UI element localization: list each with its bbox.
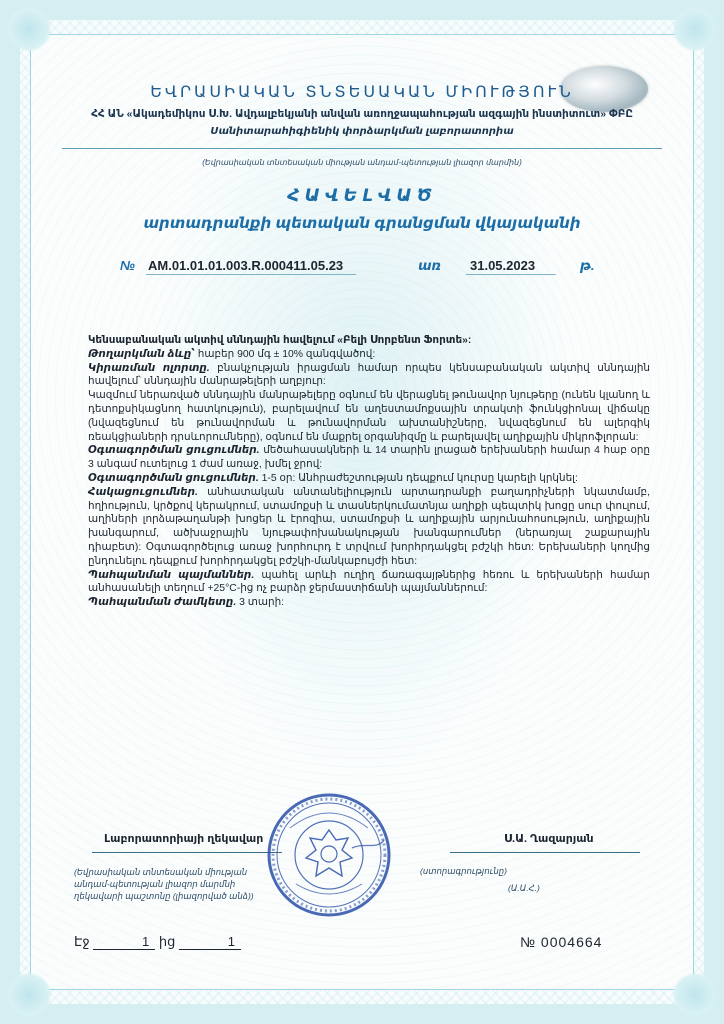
corner-ornament <box>672 972 718 1018</box>
storage-text: պահել արևի ուղիղ ճառագայթներից հեռու և երեխաների համար անհասանելի տեղում +25°C-ից ոչ բարձր ջերմաստիճանի պայմաններում: <box>88 569 650 595</box>
authority-note: (Եվրասիական տնտեսական միության անդամ-պետության լիազոր մարմին) <box>202 158 522 167</box>
certificate-body <box>88 334 650 610</box>
year-suffix: թ. <box>580 258 595 273</box>
laboratory-head-title: Լաբորատորիայի ղեկավար <box>104 833 264 845</box>
position-note: (Եվրասիական տնտեսական միության անդամ-պետության լիազոր մարմնի ղեկավարի պաշտոնը (լիազորված անձ)) <box>74 867 254 901</box>
corner-ornament <box>672 6 718 52</box>
usage-duration-text: 1-5 օր: Անհրաժեշտության դեպքում կուրսը կարելի կրկնել: <box>261 472 578 484</box>
document-subtitle: արտադրանքի պետական գրանցման վկայականի <box>143 215 581 232</box>
product-name: Կենսաբանական ակտիվ սննդային հավելում «Բելի Սորբենտ Ֆորտե»: <box>88 335 472 346</box>
serial-label: № <box>520 934 537 950</box>
application-label: Կիրառման ոլորտը. <box>88 362 210 374</box>
number-label: № <box>120 258 135 273</box>
corner-ornament <box>6 972 52 1018</box>
of-label: ից <box>158 934 176 949</box>
certificate-number: AM.01.01.01.003.R.000411.05.23 <box>148 258 344 273</box>
release-form-label: Թողարկման ձևը՝ <box>88 348 195 360</box>
union-title: ԵՎՐԱՍԻԱԿԱՆ ՏՆՏԵՍԱԿԱՆ ՄԻՈՒԹՅՈՒՆ <box>150 84 574 101</box>
page-total: 1 <box>179 934 241 950</box>
official-stamp <box>266 792 392 918</box>
header-divider <box>62 148 662 149</box>
contraindications-text: անհատական անտանելիություն արտադրանքի բաղադրիչների նկատմամբ, հղիություն, կրծքով կերակրում, ստամոքսի և տասներկումատնյա աղիքի պեպտիկ խոցը սուր փուլում, աղիների լորձաթաղանթի խոցեր և էրոզիա, ստամոքսի և աղիքային արյունահոսություն, աղիքային խանգարում, ածխաջրային նյութափոխանակության խանգարումներ (ներառյալ շաքարային դիաբետ): Օգտագործելուց առաջ խորհուրդ է տրվում խորհրդակցել բժշկի հետ: Երեխաների կողմից ընդունելու դեպքում խորհրդակցել բժշկի-մանկաբույժի հետ: <box>88 486 650 567</box>
usage-duration-label: Օգտագործման ցուցումներ. <box>88 472 259 484</box>
page-label: Էջ <box>74 934 90 949</box>
date-label: առ <box>418 258 442 273</box>
date-underline <box>466 274 556 275</box>
serial-value: 0004664 <box>540 934 603 950</box>
document-title: ՀԱՎԵԼՎԱԾ <box>287 186 437 205</box>
laboratory-name: Սանիտարահիգիենիկ փորձարկման լաբորատորիա <box>210 126 514 137</box>
corner-ornament <box>6 6 52 52</box>
serial-number <box>520 934 602 950</box>
signature-note: (ստորագրությունը) <box>420 866 507 876</box>
page-counter <box>74 934 241 950</box>
shelf-life-text: 3 տարի: <box>239 597 285 609</box>
release-form-text: հաբեր 900 մգ ± 10% զանգվածով: <box>197 348 376 360</box>
contraindications-label: Հակացուցումներ. <box>88 486 198 498</box>
signatory-name: Ս.Ա. Ղազարյան <box>504 833 594 845</box>
shelf-life-label: Պահպանման ժամկետը. <box>88 597 237 609</box>
usage-label: Օգտագործման ցուցումներ. <box>88 445 260 457</box>
page-number: 1 <box>93 934 155 950</box>
certificate-date: 31.05.2023 <box>470 258 536 273</box>
institute-name: ՀՀ ԱՆ «Ակադեմիկոս Ս.Խ. Ավդալբեկյանի անվան առողջապահության ազգային ինստիտուտ» ՓԲԸ <box>91 108 633 120</box>
number-underline <box>146 274 356 275</box>
storage-label: Պահպանման պայմաններ. <box>88 569 255 581</box>
signature-line-left <box>92 852 282 853</box>
application-text: բնակչության իրացման համար որպես կենսաբանական ակտիվ սննդային հավելում՝ սննդային մանրաթելերի աղբյուր: <box>88 362 650 388</box>
initials-note: (Ա.Ա.Հ.) <box>508 883 540 893</box>
signature-line-right <box>450 852 640 853</box>
composition-text: Կազմում ներառված սննդային մանրաթելերը օգնում են վերացնել թունավոր նյութերը (ունեն կլանող և դետոքսիկացնող հատկություն), բարելավում են աղեստամոքսային տրակտի ֆունկցիոնալ վիճակը (նվազեցնում են թունավորման և թունավորման ախտանիշները, նվազեցնում են ալերգիկ ռեակցիաների դրսևորումները), օգնում են մաքրել օրգանիզմը և բարելավել աղիքային միկրոֆլորան: <box>88 390 650 443</box>
usage-text: մեծահասակների և 14 տարին լրացած երեխաների համար 4 հաբ օրը 3 անգամ ուտելուց 1 ժամ առաջ, խմել ջրով: <box>88 445 650 471</box>
